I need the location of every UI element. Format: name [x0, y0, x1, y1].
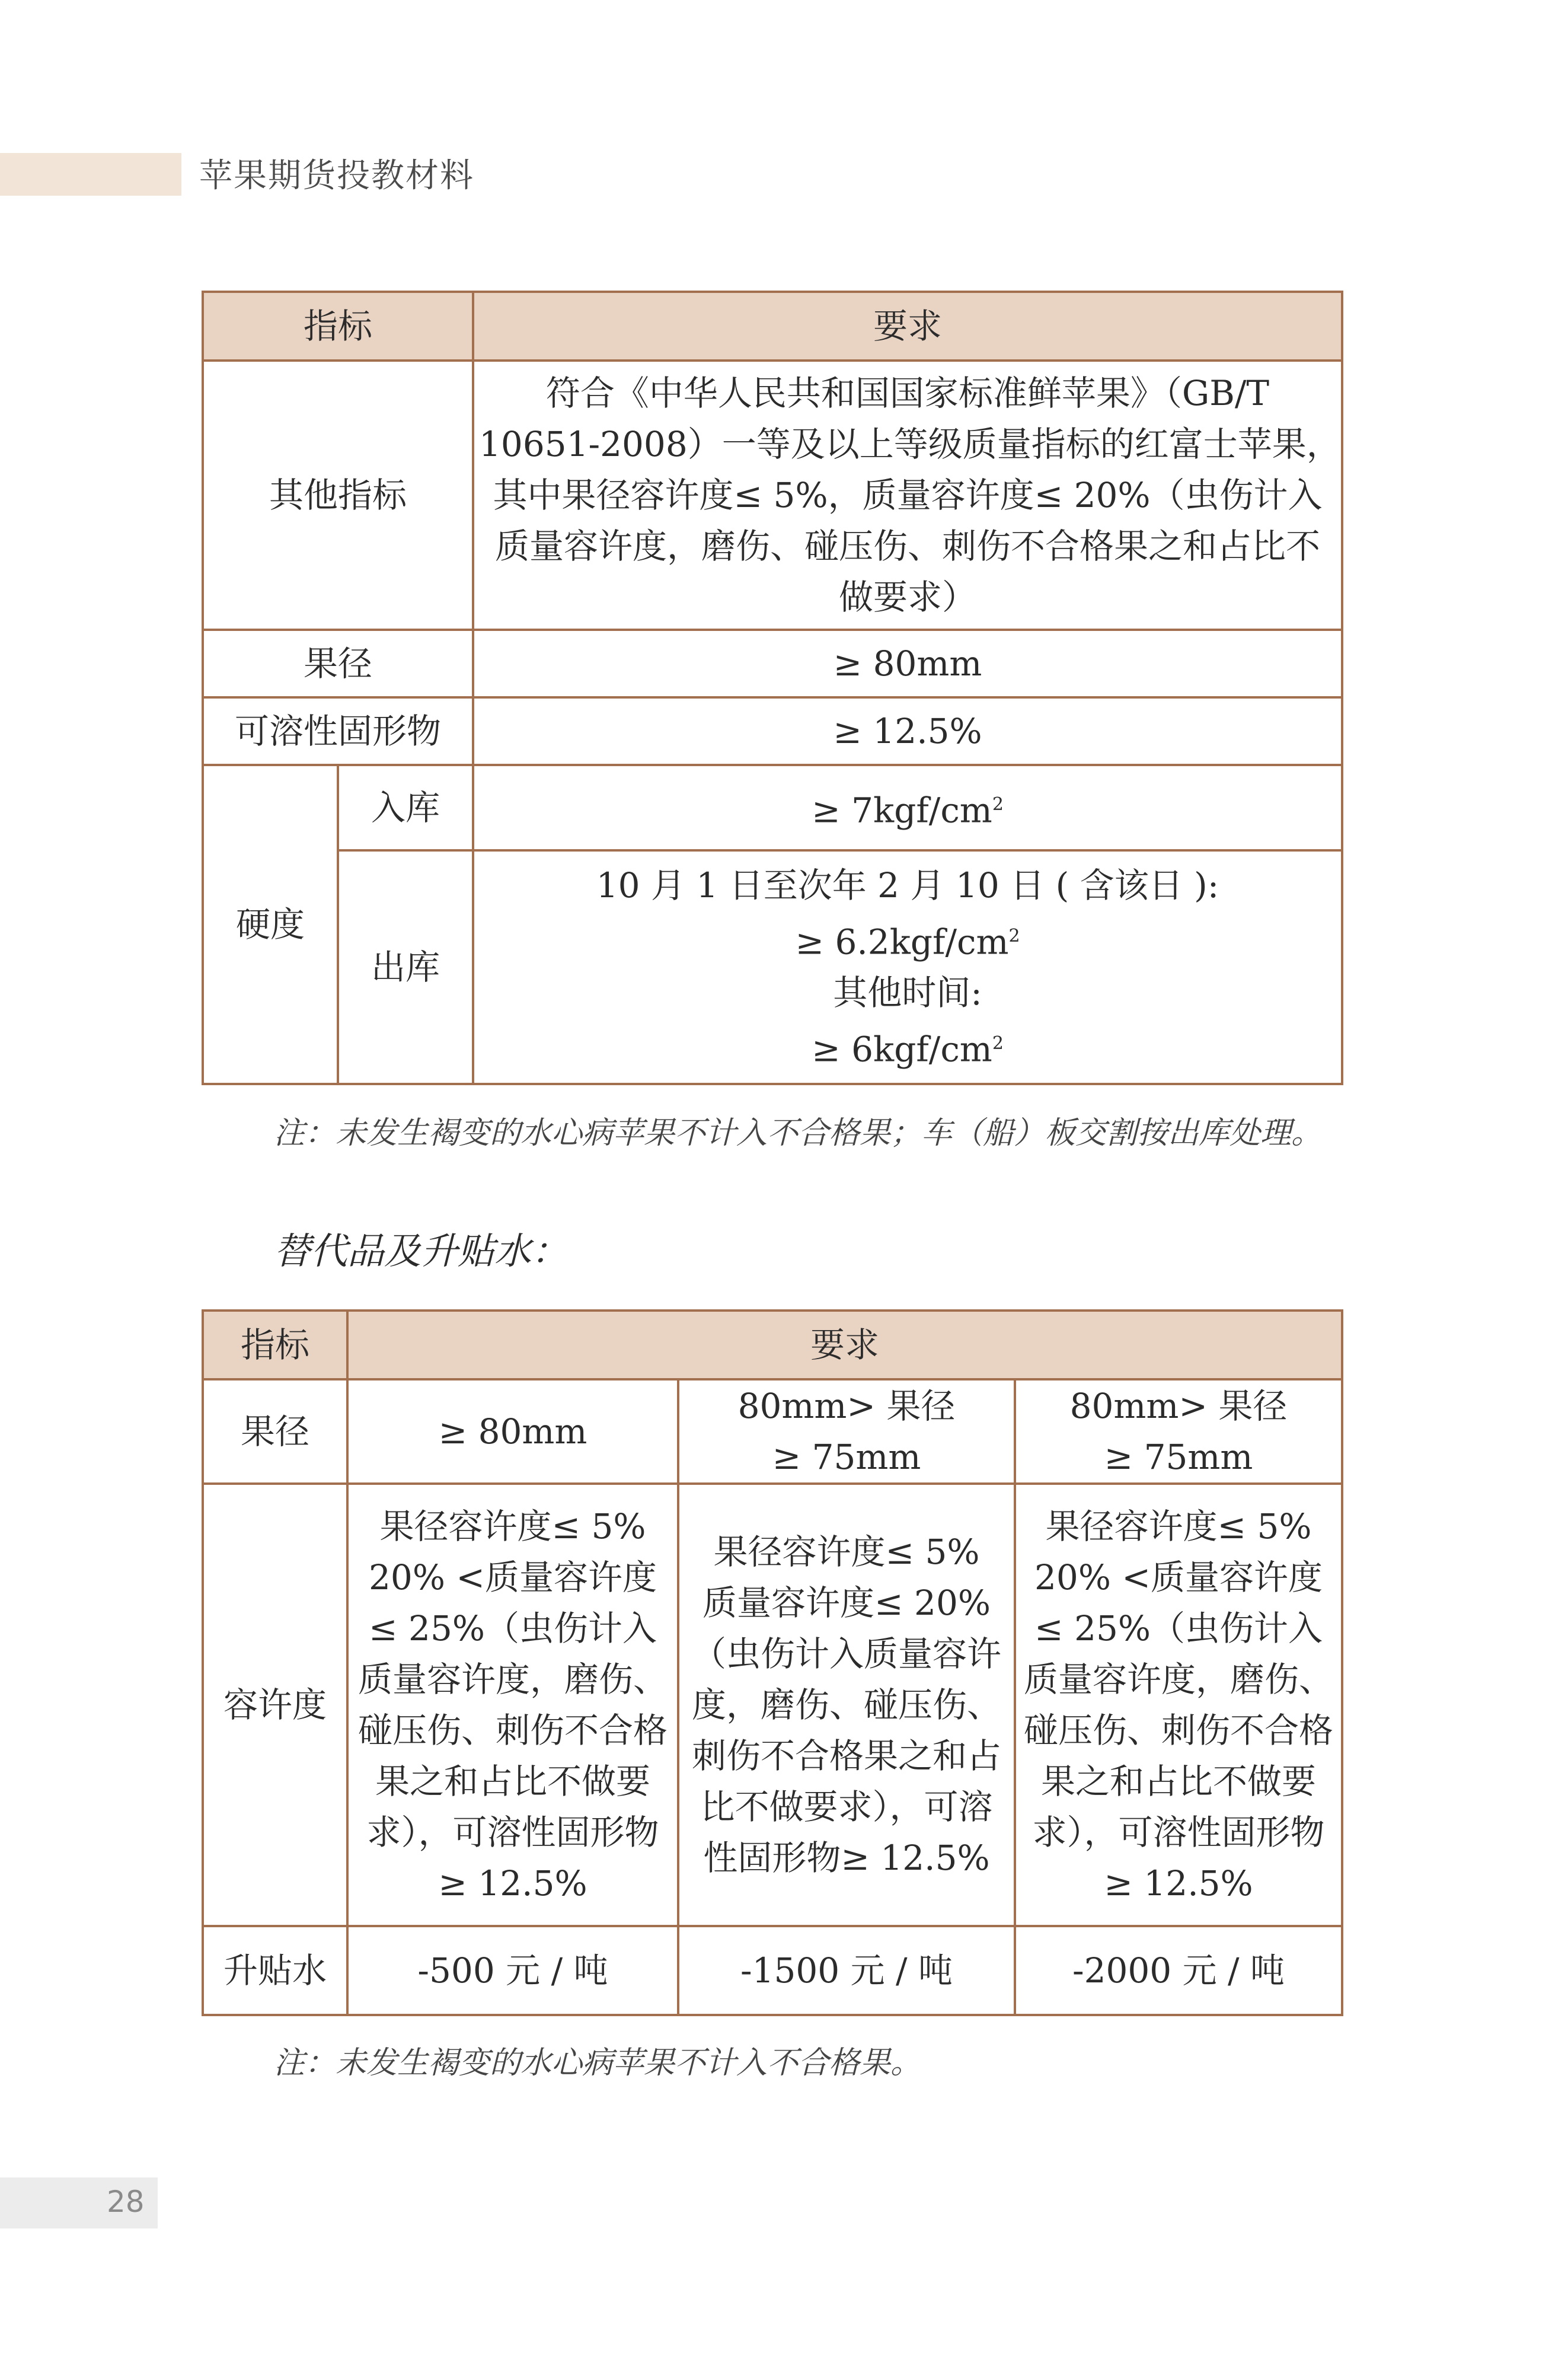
hardness-out-text-2: ≥ 6.2kgf/cm: [795, 922, 1009, 962]
premium-col-3: -2000 元 / 吨: [1015, 1926, 1342, 2015]
tolerance-col-1: [347, 1484, 678, 1926]
diameter-col-3: [1015, 1379, 1342, 1484]
tolerance-col-3-line-5: 碰压伤、刺伤不合格: [1024, 1710, 1334, 1751]
hardness-out-line-3: 其他时间:: [833, 973, 982, 1013]
tolerance-col-3: [1015, 1484, 1342, 1926]
document-title: 苹果期货投教材料: [199, 157, 474, 195]
table-row-tolerance: [203, 1484, 1342, 1926]
tolerance-col-1-line-4: 质量容许度，磨伤、: [357, 1659, 668, 1700]
table-row-other: [203, 361, 1342, 630]
table-row-hardness-in: [203, 765, 1342, 850]
diameter-col-2-line-2: ≥ 75mm: [772, 1437, 921, 1477]
tolerance-col-2-line-7: 性固形物≥ 12.5%: [703, 1838, 990, 1878]
tolerance-col-2: [678, 1484, 1015, 1926]
diameter-col-3-line-2: ≥ 75mm: [1104, 1437, 1253, 1477]
tolerance-col-3-line-8: ≥ 12.5%: [1104, 1863, 1253, 1904]
premium-col-1: -500 元 / 吨: [347, 1926, 678, 2015]
diameter-col-1: ≥ 80mm: [347, 1379, 678, 1484]
hardness-out-label: 出库: [338, 850, 473, 1084]
premium-label: 升贴水: [203, 1926, 347, 2015]
hardness-out-line-2: [479, 911, 1336, 967]
header-indicator: 指标: [203, 1311, 347, 1379]
solids-value: ≥ 12.5%: [473, 697, 1342, 765]
superscript: 2: [992, 794, 1004, 815]
table-row-solids: [203, 697, 1342, 765]
hardness-in-label: 入库: [338, 765, 473, 850]
table-row-premium: [203, 1926, 1342, 2015]
tolerance-label: 容许度: [203, 1484, 347, 1926]
tolerance-col-2-line-4: 度，磨伤、碰压伤、: [691, 1685, 1001, 1725]
tolerance-col-2-line-6: 比不做要求），可溶: [700, 1787, 993, 1827]
hardness-out-line-4: [479, 1018, 1336, 1075]
tolerance-col-2-line-3: （虫伤计入质量容许: [691, 1634, 1001, 1674]
hardness-in-value: [473, 765, 1342, 850]
other-line-4: 质量容许度，磨伤、碰压伤、刺伤不合格果之和占比不: [495, 526, 1321, 566]
solids-label: 可溶性固形物: [203, 697, 473, 765]
tolerance-col-1-line-1: 果径容许度≤ 5%: [379, 1506, 646, 1547]
diameter-col-2: [678, 1379, 1015, 1484]
diameter-col-2-line-1: 80mm> 果径: [737, 1386, 956, 1426]
tolerance-col-1-line-7: 求），可溶性固形物: [366, 1812, 659, 1853]
header-requirement: 要求: [473, 292, 1342, 361]
tolerance-col-3-line-1: 果径容许度≤ 5%: [1045, 1506, 1312, 1547]
hardness-out-line-1: 10 月 1 日至次年 2 月 10 日 ( 含该日 ):: [596, 865, 1219, 906]
other-indicator-label: 其他指标: [203, 361, 473, 630]
table1-note: 注：未发生褐变的水心病苹果不计入不合格果；车（船）板交割按出库处理。: [274, 1115, 1323, 1151]
other-line-2: 10651-2008）一等及以上等级质量指标的红富士苹果，: [479, 424, 1341, 464]
premium-col-2: -1500 元 / 吨: [678, 1926, 1015, 2015]
page-number: 28: [107, 2185, 145, 2219]
tolerance-col-1-line-5: 碰压伤、刺伤不合格: [357, 1710, 668, 1751]
superscript: 2: [1008, 925, 1020, 946]
tolerance-col-3-line-2: 20% <质量容许度: [1034, 1557, 1323, 1598]
other-line-5: 做要求）: [839, 577, 977, 617]
tolerance-col-2-line-2: 质量容许度≤ 20%: [702, 1583, 991, 1623]
tolerance-col-3-line-3: ≤ 25%（虫伤计入: [1034, 1608, 1323, 1649]
hardness-label: 硬度: [203, 765, 338, 1084]
header-requirement: 要求: [347, 1311, 1342, 1379]
diameter-value: ≥ 80mm: [473, 630, 1342, 697]
table-header-row: [203, 292, 1342, 361]
header-band: [0, 153, 181, 196]
superscript: 2: [992, 1033, 1004, 1054]
table-row-diameter: [203, 1379, 1342, 1484]
hardness-out-text-4: ≥ 6kgf/cm: [812, 1029, 992, 1070]
tolerance-col-3-line-4: 质量容许度，磨伤、: [1024, 1659, 1334, 1700]
other-line-1: 符合《中华人民共和国国家标准鲜苹果》（GB/T: [545, 373, 1270, 413]
table2-note: 注：未发生褐变的水心病苹果不计入不合格果。: [274, 2045, 922, 2081]
hardness-out-value: [473, 850, 1342, 1084]
other-indicator-value: [473, 361, 1342, 630]
tolerance-col-1-line-8: ≥ 12.5%: [438, 1863, 587, 1904]
section-title: 替代品及升贴水：: [274, 1229, 569, 1273]
tolerance-col-1-line-3: ≤ 25%（虫伤计入: [369, 1608, 657, 1649]
tolerance-col-2-line-1: 果径容许度≤ 5%: [713, 1532, 980, 1572]
diameter-label: 果径: [203, 630, 473, 697]
table-header-row: [203, 1311, 1342, 1379]
tolerance-col-3-line-7: 求），可溶性固形物: [1032, 1812, 1325, 1853]
table-row-hardness-out: [203, 850, 1342, 1084]
tolerance-col-1-line-2: 20% <质量容许度: [369, 1557, 657, 1598]
header-indicator: 指标: [203, 292, 473, 361]
diameter-col-3-line-1: 80mm> 果径: [1069, 1386, 1288, 1426]
other-line-3: 其中果径容许度≤ 5%，质量容许度≤ 20%（虫伤计入: [493, 475, 1323, 515]
tolerance-col-1-line-6: 果之和占比不做要: [375, 1761, 650, 1802]
substitute-table: [202, 1309, 1343, 2016]
tolerance-col-3-line-6: 果之和占比不做要: [1041, 1761, 1317, 1802]
hardness-in-text: ≥ 7kgf/cm: [812, 790, 992, 831]
tolerance-col-2-line-5: 刺伤不合格果之和占: [691, 1736, 1001, 1776]
diameter-label: 果径: [203, 1379, 347, 1484]
table-row-diameter: [203, 630, 1342, 697]
quality-spec-table: [202, 291, 1343, 1085]
